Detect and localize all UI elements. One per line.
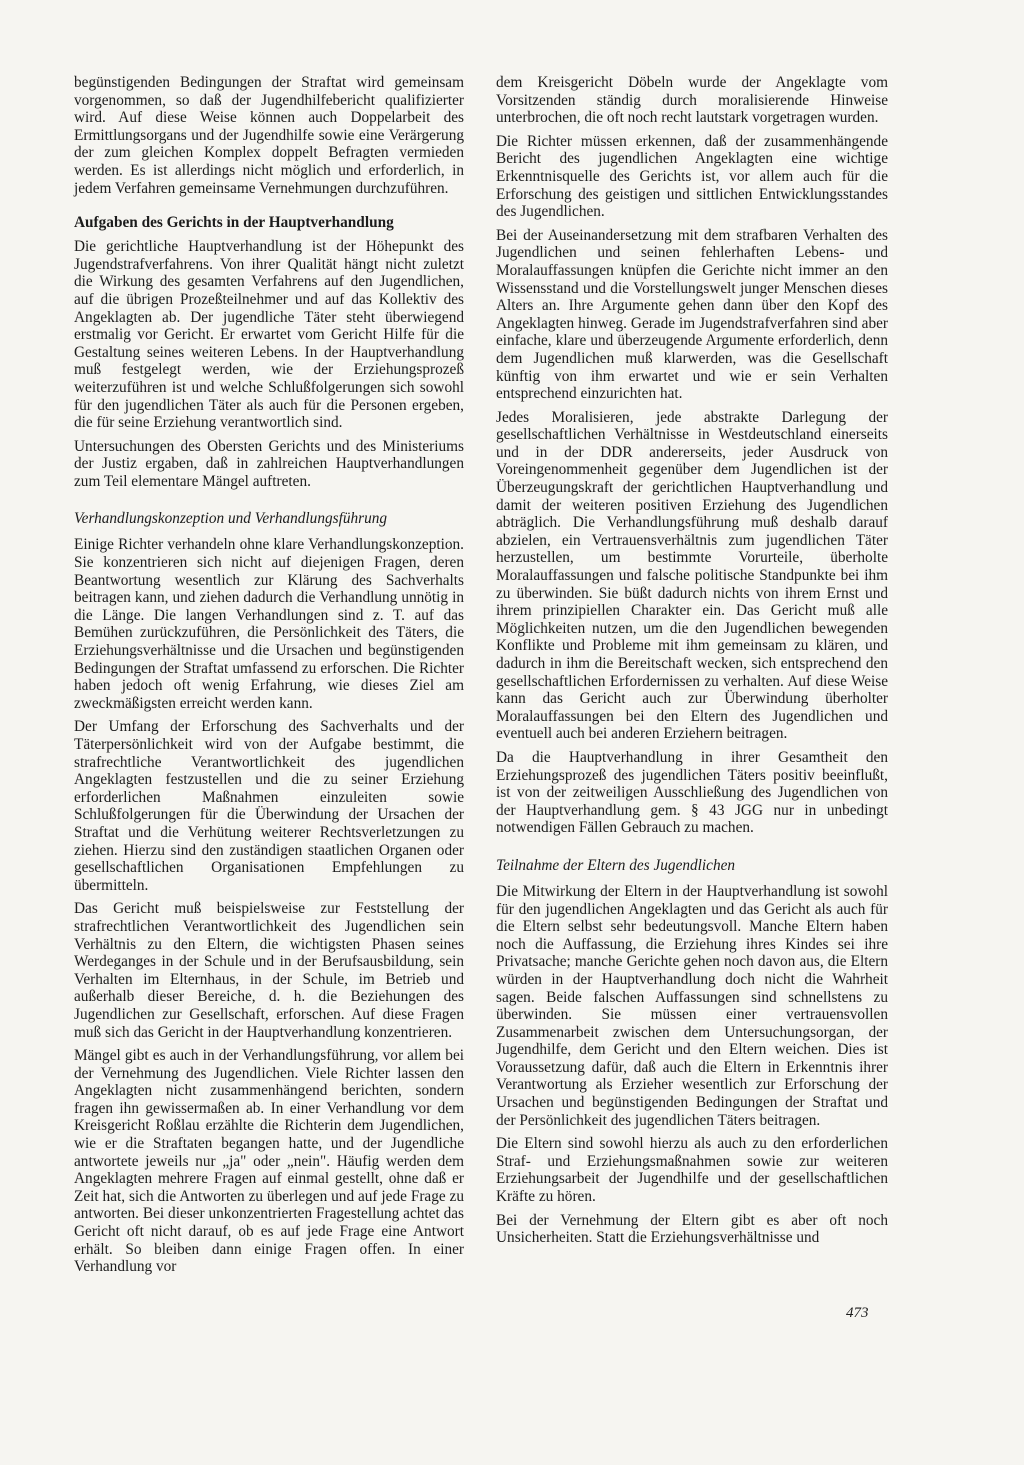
paragraph: Untersuchungen des Obersten Gerichts und des Ministeriums der Justiz ergaben, daß in zahlreichen Hauptverhandlungen zum Teil elementare Mängel auftreten. bbox=[74, 437, 464, 490]
paragraph: Bei der Auseinandersetzung mit dem strafbaren Verhalten des Jugendlichen und seinen fehlerhaften Lebens- und Moralauffassungen knüpfen die Gerichte nicht immer an den Wissensstand und die Vorstellungswelt junger Menschen dieses Alters an. Ihre Argumente gehen dann über den Kopf des Angeklagten hinweg. Gerade im Jugendstrafverfahren sind aber einfache, klare und überzeugende Argumente erforderlich, denn dem Jugendlichen muß klarwerden, was die Gesellschaft künftig von ihm erwartet und wie er sein Verhalten entsprechend einzurichten hat. bbox=[496, 226, 888, 403]
paragraph: Das Gericht muß beispielsweise zur Feststellung der strafrechtlichen Verantwortlichkeit des Jugendlichen sein Verhältnis zu den Eltern, die wichtigsten Phasen seines Werdeganges in der Schule und in der Berufsausbildung, sein Verhalten im Elternhaus, in der Schule, im Betrieb und außerhalb dieser Bereiche, d. h. die Beziehungen des Jugendlichen zur Gesellschaft, erforschen. Auf diese Fragen muß sich das Gericht in der Hauptverhandlung konzentrieren. bbox=[74, 900, 464, 1041]
paragraph: Bei der Vernehmung der Eltern gibt es aber oft noch Unsicherheiten. Statt die Erziehungsverhältnisse und bbox=[496, 1211, 888, 1247]
section-heading: Aufgaben des Gerichts in der Hauptverhandlung bbox=[74, 214, 394, 232]
paragraph: Die Eltern sind sowohl hierzu als auch zu den erforderlichen Straf- und Erziehungsmaßnahmen sowie zur weiteren Erziehungsarbeit der Jugendhilfe und der gesellschaftlichen Kräfte zu hören. bbox=[496, 1135, 888, 1206]
paragraph: Jedes Moralisieren, jede abstrakte Darlegung der gesellschaftlichen Verhältnisse in Westdeutschland einerseits und in der DDR andererseits, jeder Ausdruck von Voreingenommenheit gegenüber dem Jugendlichen ist der Überzeugungskraft der gerichtlichen Hauptverhandlung und damit der weiteren positiven Erziehung des Jugendlichen abträglich. Die Verhandlungsführung muß deshalb darauf abzielen, ein Vertrauensverhältnis zum jugendlichen Täter herzustellen, um bestimmte Vorurteile, überholte Moralauffassungen und falsche politische Standpunkte bei ihm zu überwinden. Sie büßt dadurch nichts von ihrem Ernst und ihrem prinzipiellen Charakter ein. Das Gericht muß alle Möglichkeiten nutzen, um die den Jugendlichen bewegenden Konflikte und Probleme mit ihm gemeinsam zu klären, und dadurch in ihm die Bereitschaft wecken, sich entsprechend den gesellschaftlichen Erfordernissen zu verhalten. Auf diese Weise kann das Gericht auch zur Überwindung überholter Moralauffassungen bei den Eltern des Jugendlichen und eventuell auch bei anderen Erziehern beitragen. bbox=[496, 408, 888, 743]
paragraph: Die Mitwirkung der Eltern in der Hauptverhandlung ist sowohl für den jugendlichen Angeklagten und das Gericht als auch für die Eltern selbst sehr bedeutungsvoll. Manche Eltern haben noch die Auffassung, die Erziehung ihres Kindes sei ihre Privatsache; manche Gerichte gehen noch davon aus, die Eltern würden in der Hauptverhandlung doch nicht die Wahrheit sagen. Beide falschen Auffassungen sind schnellstens zu überwinden. Sie müssen einer vertrauensvollen Zusammenarbeit zwischen dem Untersuchungsorgan, der Jugendhilfe, dem Gericht und den Eltern weichen. Dies ist Voraussetzung dafür, daß auch die Eltern in Erkenntnis ihrer Verantwortung als Erzieher wesentlich zur Erforschung der Ursachen und begünstigenden Bedingungen der Straftat und der Persönlichkeit des jugendlichen Täters beitragen. bbox=[496, 882, 888, 1129]
paragraph: dem Kreisgericht Döbeln wurde der Angeklagte vom Vorsitzenden ständig durch moralisierende Hinweise unterbrochen, die oft noch recht lautstark vorgetragen wurden. bbox=[496, 74, 888, 127]
paragraph: Einige Richter verhandeln ohne klare Verhandlungskonzeption. Sie konzentrieren sich nicht auf diejenigen Fragen, deren Beantwortung wesentlich zur Klärung des Sachverhalts beitragen kann, und ziehen dadurch die Verhandlung unnötig in die Länge. Die langen Verhandlungen sind z. T. auf das Bemühen zurückzuführen, die Persönlichkeit des Täters, die Erziehungsverhältnisse und die Ursachen und begünstigenden Bedingungen der Straftat umfassend zu erforschen. Die Richter haben jedoch oft wenig Erfahrung, wie dieses Ziel am zweckmäßigsten erreicht werden kann. bbox=[74, 536, 464, 712]
subsection-heading: Teilnahme der Eltern des Jugendlichen bbox=[496, 856, 736, 874]
page-number: 473 bbox=[846, 1305, 869, 1321]
paragraph: Mängel gibt es auch in der Verhandlungsführung, vor allem bei der Vernehmung des Jugendlichen. Viele Richter lassen den Angeklagten nicht zusammenhängend berichten, sondern fragen ihn gewissermaßen ab. In einer Verhandlung vor dem Kreisgericht Roßlau erzählte die Richterin dem Jugendlichen, wie er die Straftaten begangen hatte, und der Jugendliche antwortete jeweils nur „ja" oder „nein". Häufig werden dem Angeklagten mehrere Fragen auf einmal gestellt, ohne daß er Zeit hat, sich die Antworten zu überlegen und auf jede Frage zu antworten. Bei dieser unkonzentrierten Fragestellung achtet das Gericht oft nicht darauf, ob es auf jede Frage eine Antwort erhält. So bleiben dann einige Fragen offen. In einer Verhandlung vor bbox=[74, 1047, 464, 1276]
paragraph: begünstigenden Bedingungen der Straftat wird gemeinsam vorgenommen, so daß der Jugendhilfebericht qualifizierter wird. Auf diese Weise können auch Doppelarbeit des Ermittlungsorgans und der Jugendhilfe sowie eine Verärgerung der zum gleichen Komplex doppelt Befragten vermieden werden. Es ist allerdings nicht möglich und erforderlich, in jedem Verfahren gemeinsame Vernehmungen durchzuführen. bbox=[74, 74, 464, 197]
paragraph: Da die Hauptverhandlung in ihrer Gesamtheit den Erziehungsprozeß des jugendlichen Täters positiv beeinflußt, ist von der zeitweiligen Ausschließung des Jugendlichen von der Hauptverhandlung gem. § 43 JGG nur in unbedingt notwendigen Fällen Gebrauch zu machen. bbox=[496, 748, 888, 837]
paragraph: Die Richter müssen erkennen, daß der zusammenhängende Bericht des jugendlichen Angeklagten eine wichtige Erkenntnisquelle des Gerichts ist, vor allem auch für die Erforschung des geistigen und sittlichen Entwicklungsstandes des Jugendlichen. bbox=[496, 132, 888, 221]
paragraph: Der Umfang der Erforschung des Sachverhalts und der Täterpersönlichkeit wird von der Aufgabe bestimmt, die strafrechtliche Verantwortlichkeit des jugendlichen Angeklagten festzustellen und die zu seiner Erziehung erforderlichen Maßnahmen einzuleiten sowie Schlußfolgerungen für die Überwindung der Ursachen der Straftat und die Verhütung weiterer Rechtsverletzungen zu ziehen. Hierzu sind den zuständigen staatlichen Organen oder gesellschaftlichen Organisationen Empfehlungen zu übermitteln. bbox=[74, 718, 464, 894]
left-column bbox=[74, 74, 464, 1282]
right-column bbox=[496, 74, 888, 1253]
paragraph: Die gerichtliche Hauptverhandlung ist der Höhepunkt des Jugendstrafverfahrens. Von ihrer Qualität hängt nicht zuletzt die Wirkung des gesamten Verfahrens auf den Jugendlichen, auf die übrigen Prozeßteilnehmer und auf das Kollektiv des Angeklagten ab. Der jugendliche Täter steht überwiegend erstmalig vor Gericht. Er erwartet vom Gericht Hilfe für die Gestaltung seines weiteren Lebens. In der Hauptverhandlung muß festgelegt werden, wie der Erziehungsprozeß weiterzuführen ist und welche Schlußfolgerungen sich sowohl für den jugendlichen Täter als auch für die Personen ergeben, die für seine Erziehung verantwortlich sind. bbox=[74, 238, 464, 432]
subsection-heading: Verhandlungskonzeption und Verhandlungsführung bbox=[74, 510, 388, 528]
